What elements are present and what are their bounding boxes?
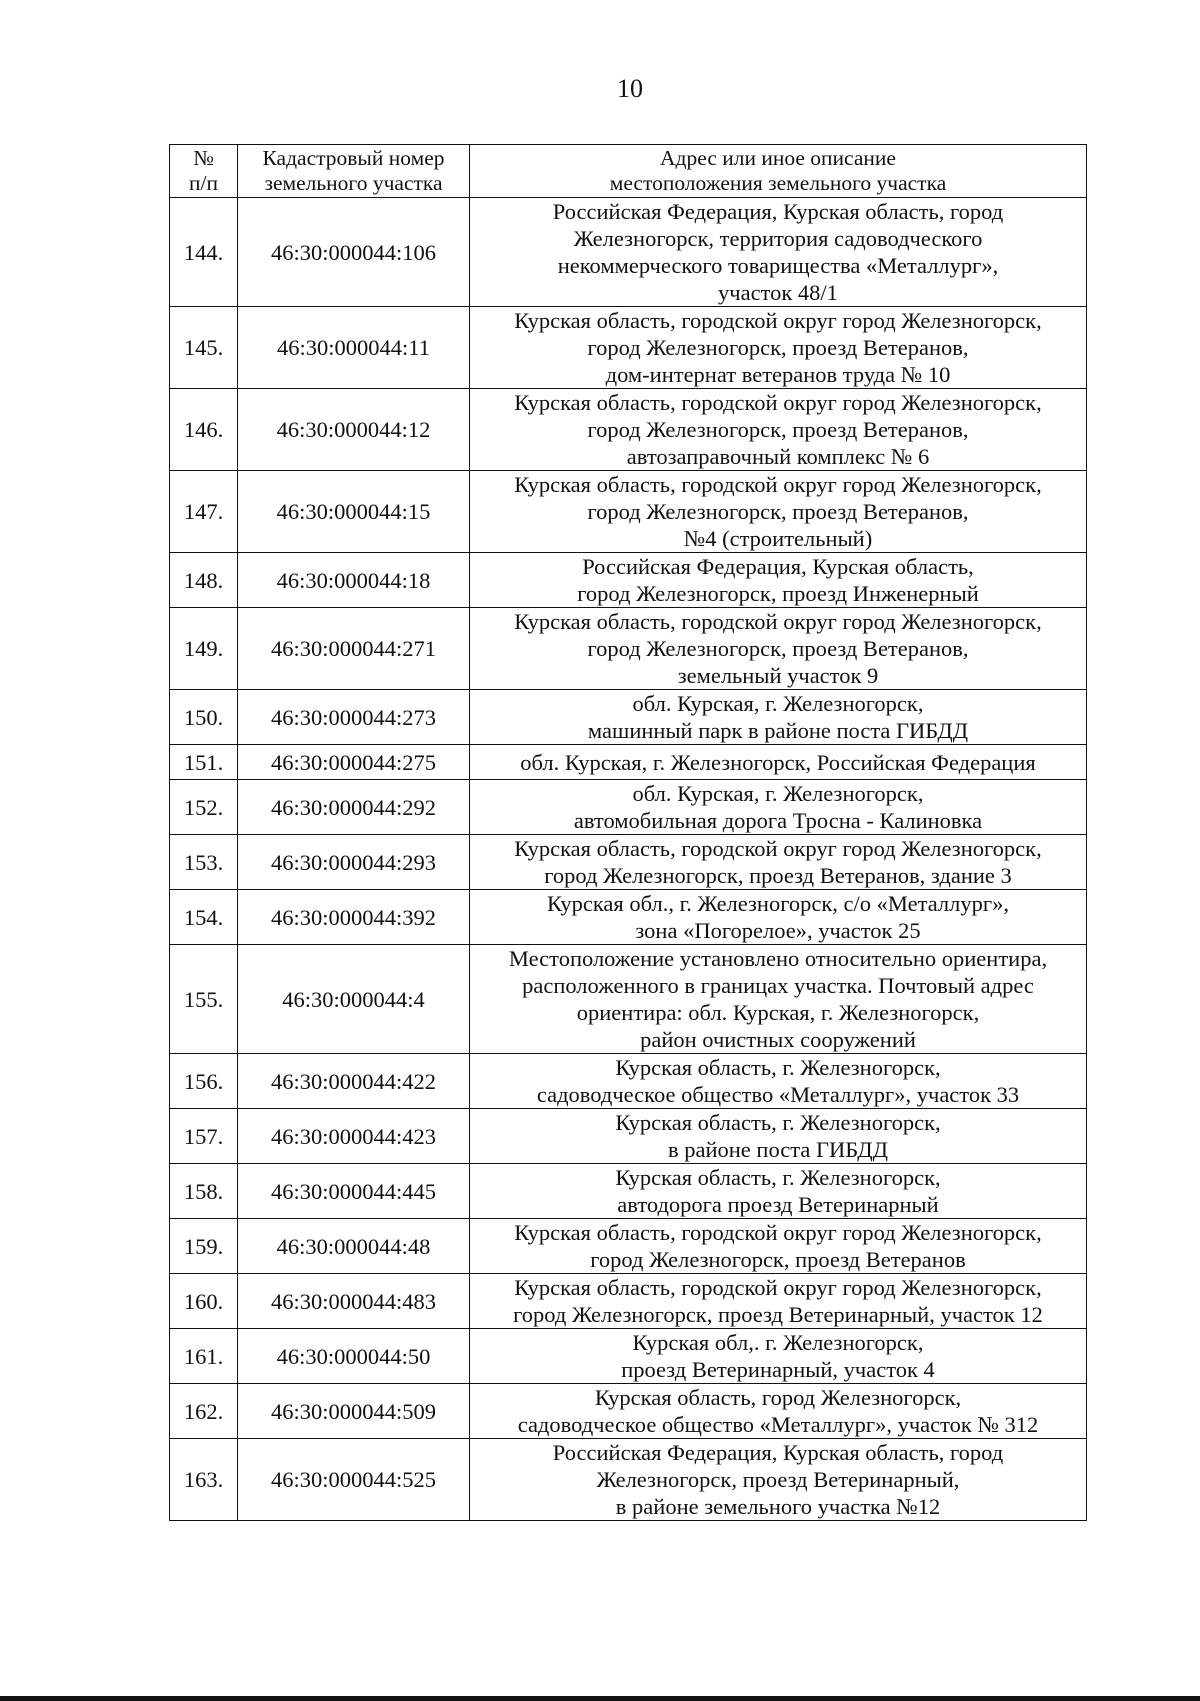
address-line: некоммерческого товарищества «Металлург», [557,253,999,278]
row-number: 160. [170,1274,238,1329]
scan-edge [0,1696,1200,1701]
table-row [170,1384,1087,1439]
address-line: город Железногорск, проезд Ветеранов, здание 3 [544,863,1012,888]
cadastral-number: 46:30:000044:48 [238,1219,470,1274]
address-line: обл. Курская, г. Железногорск, Российская Федерация [520,749,1036,775]
address-line: Российская Федерация, Курская область, [582,554,974,579]
row-number: 151. [170,745,238,780]
table-row [170,690,1087,745]
row-number: 156. [170,1054,238,1109]
address-line: ориентира: обл. Курская, г. Железногорск, [576,1000,980,1025]
address-line: Железногорск, территория садоводческого [573,226,983,251]
cadastral-number: 46:30:000044:271 [238,608,470,690]
table-row [170,1329,1087,1384]
address-line: Железногорск, проезд Ветеринарный, [596,1467,960,1492]
header-num-line: № [193,146,214,170]
cadastral-number: 46:30:000044:423 [238,1109,470,1164]
address-cell [470,1054,1087,1109]
cadastral-number: 46:30:000044:50 [238,1329,470,1384]
address-line: город Железногорск, проезд Ветеранов [590,1247,966,1272]
table-row [170,1274,1087,1329]
address-cell [470,608,1087,690]
table-row [170,780,1087,835]
table-row [170,471,1087,553]
address-line: Курская область, городской округ город Железногорск, [514,308,1042,333]
address-cell [470,780,1087,835]
address-line: Курская область, городской округ город Железногорск, [514,836,1042,861]
header-address [470,145,1087,198]
table-row [170,608,1087,690]
address-line: Курская область, городской округ город Железногорск, [514,472,1042,497]
address-line: город Железногорск, проезд Ветеранов, [587,636,969,661]
cadastral-number: 46:30:000044:4 [238,945,470,1054]
address-cell [470,1274,1087,1329]
header-cadastral-line: земельного участка [264,171,443,195]
address-line: в районе поста ГИБДД [667,1137,888,1162]
cadastral-number: 46:30:000044:392 [238,890,470,945]
cadastral-number: 46:30:000044:106 [238,198,470,307]
row-number: 157. [170,1109,238,1164]
address-line: город Железногорск, проезд Инженерный [577,581,979,606]
address-line: Курская область, городской округ город Железногорск, [514,390,1042,415]
table-row [170,1219,1087,1274]
table-row [170,890,1087,945]
address-line: обл. Курская, г. Железногорск, [632,691,924,716]
address-cell [470,1109,1087,1164]
row-number: 154. [170,890,238,945]
address-line: №4 (строительный) [683,526,873,551]
address-line: автозаправочный комплекс № 6 [626,444,930,469]
address-line: садоводческое общество «Металлург», участок 33 [536,1082,1020,1107]
address-line: Российская Федерация, Курская область, город [552,1440,1004,1465]
row-number: 155. [170,945,238,1054]
address-line: автодорога проезд Ветеринарный [617,1192,939,1217]
address-line: участок 48/1 [718,280,838,305]
address-line: обл. Курская, г. Железногорск, [632,781,924,806]
address-line: город Железногорск, проезд Ветеранов, [587,335,969,360]
cadastral-number: 46:30:000044:422 [238,1054,470,1109]
cadastral-number: 46:30:000044:292 [238,780,470,835]
address-line: Курская область, г. Железногорск, [615,1165,941,1190]
address-line: земельный участок 9 [677,663,879,688]
row-number: 153. [170,835,238,890]
header-row [170,145,1087,198]
row-number: 163. [170,1439,238,1521]
header-address-line: местоположения земельного участка [609,171,947,195]
address-line: город Железногорск, проезд Ветеранов, [587,499,969,524]
address-cell [470,1439,1087,1521]
cadastral-number: 46:30:000044:11 [238,307,470,389]
address-line: Российская Федерация, Курская область, город [552,199,1004,224]
address-line: проезд Ветеринарный, участок 4 [621,1357,935,1382]
address-cell [470,890,1087,945]
address-line: машинный парк в районе поста ГИБДД [587,718,969,743]
cadastral-number: 46:30:000044:483 [238,1274,470,1329]
cadastral-number: 46:30:000044:509 [238,1384,470,1439]
row-number: 162. [170,1384,238,1439]
address-cell [470,553,1087,608]
header-num [170,145,238,198]
address-cell [470,307,1087,389]
address-line: Курская область, г. Железногорск, [615,1055,941,1080]
address-line: садоводческое общество «Металлург», участок № 312 [517,1412,1039,1437]
address-line: Курская область, городской округ город Железногорск, [514,1275,1042,1300]
address-cell [470,690,1087,745]
land-plots-table [169,144,1087,1521]
address-line: автомобильная дорога Тросна - Калиновка [573,808,983,833]
cadastral-number: 46:30:000044:445 [238,1164,470,1219]
address-line: в районе земельного участка №12 [615,1494,941,1519]
cadastral-number: 46:30:000044:12 [238,389,470,471]
address-cell [470,1164,1087,1219]
address-cell [470,198,1087,307]
row-number: 161. [170,1329,238,1384]
row-number: 145. [170,307,238,389]
row-number: 144. [170,198,238,307]
address-cell [470,389,1087,471]
address-line: Курская обл., г. Железногорск, с/о «Металлург», [547,891,1009,916]
cadastral-number: 46:30:000044:525 [238,1439,470,1521]
address-line: район очистных сооружений [640,1027,916,1052]
address-line: расположенного в границах участка. Почтовый адрес [522,973,1034,998]
table-body [170,198,1087,1521]
row-number: 159. [170,1219,238,1274]
address-line: дом-интернат ветеранов труда № 10 [605,362,951,387]
table-row [170,198,1087,307]
row-number: 150. [170,690,238,745]
table-row [170,835,1087,890]
table-row [170,553,1087,608]
address-cell [470,745,1087,780]
address-line: Местоположение установлено относительно ориентира, [508,946,1048,971]
address-cell [470,835,1087,890]
table-row [170,307,1087,389]
table-row [170,1439,1087,1521]
row-number: 149. [170,608,238,690]
table-header [170,145,1087,198]
table-row [170,1109,1087,1164]
row-number: 148. [170,553,238,608]
header-address-line: Адрес или иное описание [660,146,896,170]
row-number: 152. [170,780,238,835]
table-row [170,389,1087,471]
header-cadastral-line: Кадастровый номер [262,146,445,170]
table-row [170,1164,1087,1219]
cadastral-number: 46:30:000044:273 [238,690,470,745]
row-number: 147. [170,471,238,553]
cadastral-number: 46:30:000044:275 [238,745,470,780]
address-line: город Железногорск, проезд Ветеранов, [587,417,969,442]
cadastral-number: 46:30:000044:15 [238,471,470,553]
header-num-line: п/п [189,171,218,195]
table-row [170,745,1087,780]
address-line: Курская область, город Железногорск, [594,1385,962,1410]
address-line: Курская область, г. Железногорск, [615,1110,941,1135]
address-line: Курская область, городской округ город Железногорск, [514,609,1042,634]
address-line: Курская обл,. г. Железногорск, [632,1330,924,1355]
row-number: 146. [170,389,238,471]
address-cell [470,1384,1087,1439]
cadastral-number: 46:30:000044:18 [238,553,470,608]
address-cell [470,471,1087,553]
address-cell [470,1219,1087,1274]
row-number: 158. [170,1164,238,1219]
table-row [170,1054,1087,1109]
address-line: город Железногорск, проезд Ветеринарный, участок 12 [513,1302,1043,1327]
address-line: Курская область, городской округ город Железногорск, [514,1220,1042,1245]
address-line: зона «Погорелое», участок 25 [635,918,921,943]
header-cadastral [238,145,470,198]
address-cell [470,1329,1087,1384]
cadastral-number: 46:30:000044:293 [238,835,470,890]
address-cell [470,945,1087,1054]
page-number: 10 [617,74,643,103]
table-row [170,945,1087,1054]
